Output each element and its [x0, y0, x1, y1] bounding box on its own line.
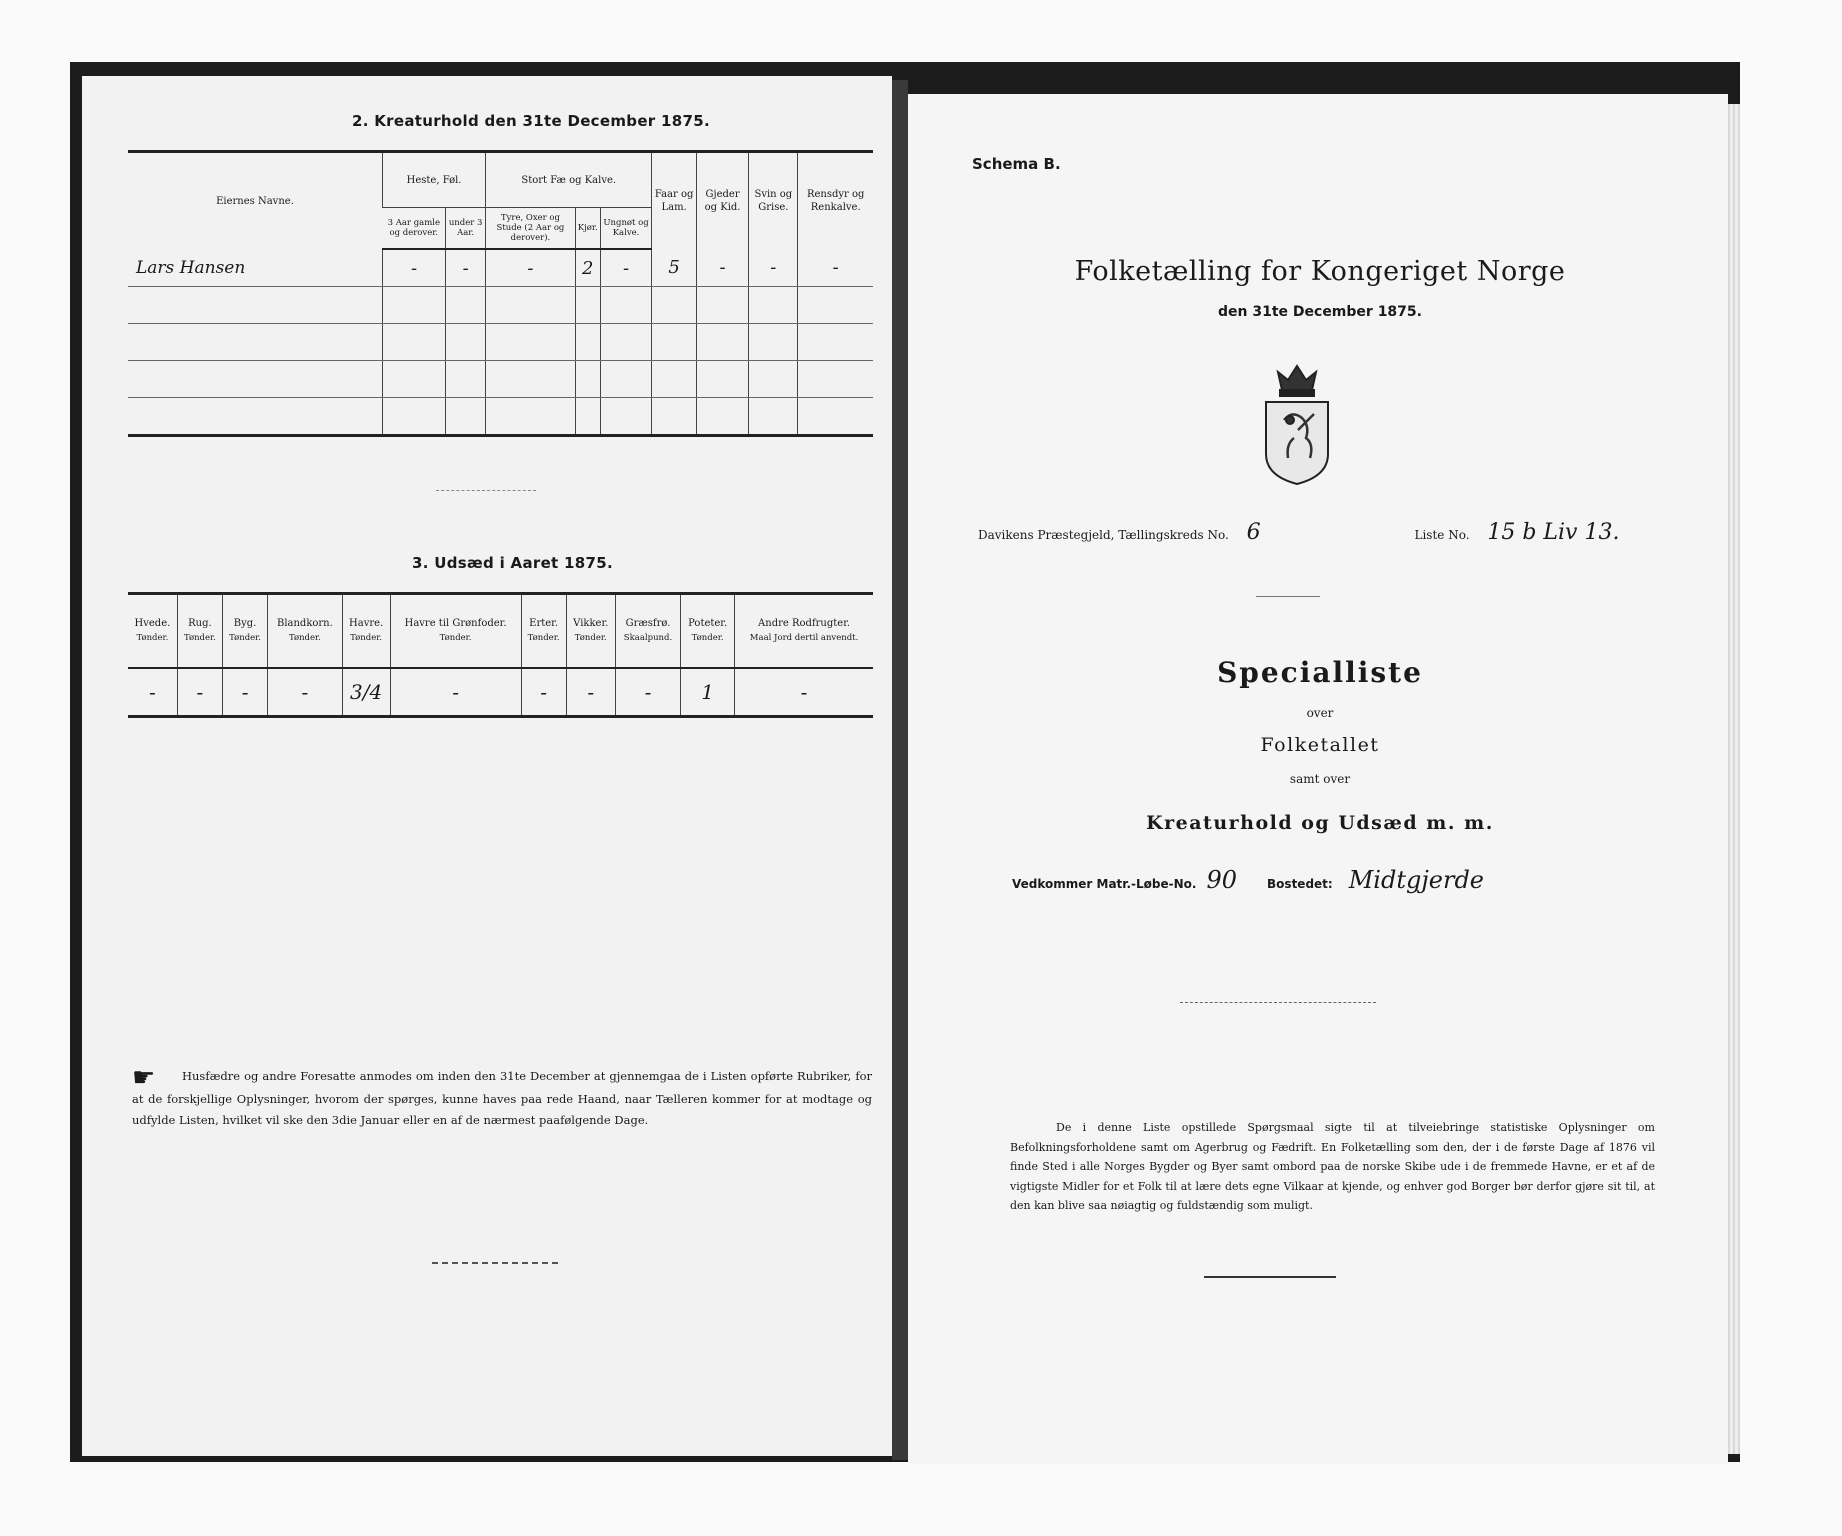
coat-of-arms-icon	[1258, 360, 1336, 486]
table-row	[128, 287, 873, 324]
liste-no: 15 b Liv 13.	[1487, 520, 1620, 545]
folketallet-label: Folketallet	[1260, 734, 1380, 756]
udsaed-header: Byg. Tønder.	[222, 594, 267, 669]
matr-line: Vedkommer Matr.-Løbe-No. 90 Bostedet: Midtgjerde	[1012, 866, 1485, 894]
schema-label: Schema B.	[972, 155, 1061, 173]
section-3-title: 3. Udsæd i Aaret 1875.	[412, 554, 613, 572]
header-kjor: Kjør.	[575, 208, 600, 250]
udsaed-cell: -	[177, 668, 222, 717]
table-row	[128, 398, 873, 436]
header-heste-a: 3 Aar gamle og derover.	[383, 208, 446, 250]
udsaed-header: Vikker. Tønder.	[566, 594, 615, 669]
cell-stort-a: -	[486, 249, 576, 287]
udsaed-cell: -	[521, 668, 566, 717]
udsaed-cell: -	[390, 668, 521, 717]
cell-ungnot: -	[600, 249, 652, 287]
cell-faar: 5	[652, 249, 697, 287]
cell-heste-b: -	[446, 249, 486, 287]
cell-heste-a: -	[383, 249, 446, 287]
header-gjeder: Gjeder og Kid.	[696, 152, 748, 250]
liste-line: Davikens Præstegjeld, Tællingskreds No. 6 Liste No. 15 b Liv 13.	[978, 520, 1620, 545]
udsaed-header: Hvede. Tønder.	[128, 594, 177, 669]
header-faar: Faar og Lam.	[652, 152, 697, 250]
cell-kjor: 2	[575, 249, 600, 287]
header-heste-b: under 3 Aar.	[446, 208, 486, 250]
section-2-title: 2. Kreaturhold den 31te December 1875.	[352, 112, 710, 130]
page-gutter	[892, 80, 908, 1460]
udsaed-cell: -	[268, 668, 342, 717]
table-row	[128, 249, 873, 287]
header-rensdyr: Rensdyr og Renkalve.	[798, 152, 873, 250]
udsaed-header: Havre til Grønfoder. Tønder.	[390, 594, 521, 669]
samt-over-label: samt over	[1289, 772, 1351, 786]
cell-gjeder: -	[696, 249, 748, 287]
cell-svin: -	[749, 249, 798, 287]
udsaed-header: Græsfrø. Skaalpund.	[615, 594, 680, 669]
divider	[432, 1262, 558, 1264]
divider	[1256, 596, 1320, 597]
header-ungnot: Ungnøt og Kalve.	[600, 208, 652, 250]
udsaed-cell: -	[615, 668, 680, 717]
specialliste-title: Specialliste	[1217, 656, 1423, 689]
header-stort-fae: Stort Fæ og Kalve.	[486, 152, 652, 208]
table-row	[128, 324, 873, 361]
matr-no: 90	[1206, 866, 1238, 894]
udsaed-header: Rug. Tønder.	[177, 594, 222, 669]
udsaed-cell: 1	[681, 668, 735, 717]
page-title: Folketælling for Kongeriget Norge	[1074, 256, 1566, 287]
table-row	[128, 361, 873, 398]
cell-rensdyr: -	[798, 249, 873, 287]
kreaturhold-table	[128, 150, 873, 437]
udsaed-header: Havre. Tønder.	[342, 594, 390, 669]
owner-name: Lars Hansen	[128, 249, 383, 287]
udsaed-header: Blandkorn. Tønder.	[268, 594, 342, 669]
header-heste: Heste, Føl.	[383, 152, 486, 208]
divider	[1204, 1276, 1336, 1278]
header-stort-a: Tyre, Oxer og Stude (2 Aar og derover).	[486, 208, 576, 250]
notice-text: ☛ Husfædre og andre Foresatte anmodes om inden den 31te December at gjennemgaa de i Listen opførte Rubriker, for at de forskjellige Oplysninger, hvorom der spørges, kunne haves paa rede Haand, naar Tælleren kommer for at modtage og udfylde Listen, hvilket vil ske den 3die Januar eller en af de nærmest paafølgende Dage.	[132, 1063, 872, 1127]
header-svin: Svin og Grise.	[749, 152, 798, 250]
udsaed-cell: 3/4	[342, 668, 390, 717]
udsaed-header: Andre Rodfrugter. Maal Jord dertil anvendt.	[735, 594, 873, 669]
udsaed-table	[128, 592, 873, 718]
explanation-paragraph: De i denne Liste opstillede Spørgsmaal sigte til at tilveiebringe statistiske Oplysninger om Befolkningsforholdene samt om Agerbrug og Fædrift. En Folketælling som den, der i de første Dage af 1876 vil finde Sted i alle Norges Bygder og Byer samt ombord paa de norske Skibe ude i de fremmede Havne, er et af de vigtigste Midler for et Folk til at lære dets egne Vilkaar at kjende, og enhver god Borger bør derfor gjøre sit til, at den kan blive saa nøiagtig og fuldstændig som muligt.	[1010, 1121, 1655, 1212]
over-label: over	[1306, 706, 1334, 720]
census-date: den 31te December 1875.	[1218, 304, 1422, 320]
udsaed-cell: -	[735, 668, 873, 717]
bosted-value: Midtgjerde	[1348, 866, 1485, 894]
kreds-no: 6	[1246, 520, 1261, 545]
udsaed-header: Poteter. Tønder.	[681, 594, 735, 669]
pointing-hand-icon: ☛	[132, 1063, 156, 1093]
divider	[1180, 1002, 1376, 1003]
table-row	[128, 668, 873, 717]
udsaed-cell: -	[222, 668, 267, 717]
udsaed-cell: -	[566, 668, 615, 717]
udsaed-cell: -	[149, 680, 156, 704]
divider	[436, 490, 536, 491]
kreaturhold-label: Kreaturhold og Udsæd m. m.	[1146, 812, 1494, 834]
udsaed-header: Erter. Tønder.	[521, 594, 566, 669]
header-owner: Eiernes Navne.	[216, 195, 294, 207]
